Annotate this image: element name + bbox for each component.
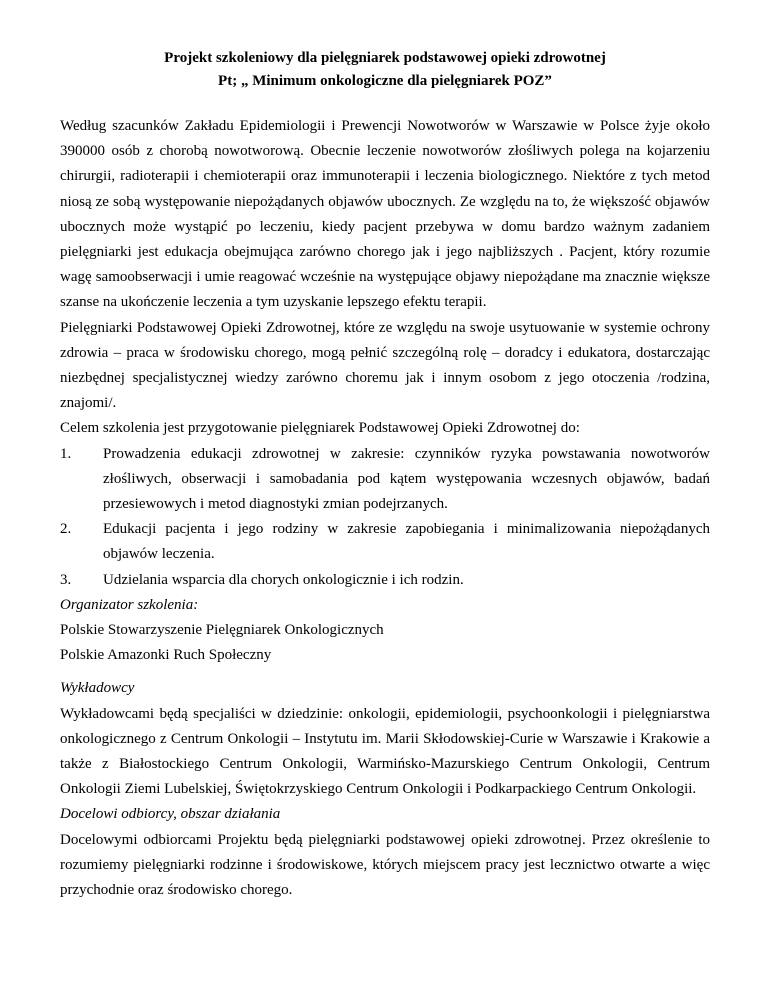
list-number: 1. bbox=[60, 445, 72, 462]
list-text: Edukacji pacjenta i jego rodziny w zakresie zapobiegania i minimalizowania niepożądanych objawów leczenia. bbox=[103, 521, 710, 563]
organizer-1: Polskie Stowarzyszenie Pielęgniarek Onkologicznych bbox=[60, 622, 384, 639]
document-title: Projekt szkoleniowy dla pielęgniarek podstawowej opieki zdrowotnej bbox=[164, 50, 606, 66]
list-text: Udzielania wsparcia dla chorych onkologicznie i ich rodzin. bbox=[103, 571, 464, 588]
list-item bbox=[60, 568, 710, 593]
lecturers-paragraph: Wykładowcami będą specjaliści w dziedzinie: onkologii, epidemiologii, psychoonkologii i pielęgniarstwa onkologicznego z Centrum Onkologii – Instytutu im. Marii Skłodowskiej-Curie w Warszawie i Krakowie a także z Białostockiego Centrum Onkologii, Warmińsko-Mazurskiego Centrum Onkologii, Centrum Onkologii Ziemi Lubelskiej, Świętokrzyskiego Centrum Onkologii i Podkarpackiego Centrum Onkologii. bbox=[60, 705, 710, 798]
audience-heading: Docelowi odbiorcy, obszar działania bbox=[60, 806, 281, 823]
intro-paragraph: Według szacunków Zakładu Epidemiologii i Prewencji Nowotworów w Warszawie w Polsce żyje około 390000 osób z chorobą nowotworową. Obecnie leczenie nowotworów złośliwych polega na kojarzeniu chirurgii, radioterapii i chemioterapii oraz immunoterapii i leczenia biologicznego. Niektóre z tych metod niosą ze sobą występowanie niepożądanych objawów ubocznych. Ze względu na to, że większość objawów ubocznych może wystąpić po leczeniu, kiedy pacjent przebywa w domu bardzo ważnym zadaniem pielęgniarki jest edukacja obejmująca zarówno chorego jak i jego najbliższych . Pacjent, który rozumie wagę samoobserwacji i umie reagować wcześnie na występujące objawy niepożądane ma znacznie większe szanse na ukończenie leczenia a tym uzyskanie lepszego efektu terapii. bbox=[60, 118, 710, 311]
spacer bbox=[60, 91, 710, 114]
organizer-heading: Organizator szkolenia: bbox=[60, 596, 199, 613]
document-page bbox=[60, 48, 710, 903]
lecturers-heading: Wykładowcy bbox=[60, 680, 135, 697]
list-number: 2. bbox=[60, 521, 72, 538]
document-subtitle: Pt; „ Minimum onkologiczne dla pielęgniarek POZ” bbox=[218, 73, 552, 89]
organizer-2: Polskie Amazonki Ruch Społeczny bbox=[60, 647, 272, 664]
list-text: Prowadzenia edukacji zdrowotnej w zakresie: czynników ryzyka powstawania nowotworów złośliwych, obserwacji i samobadania pod kątem występowania wczesnych objawów, badań przesiewowych i metod diagnostyki zmian podejrzanych. bbox=[103, 445, 710, 513]
goal-intro: Celem szkolenia jest przygotowanie pielęgniarek Podstawowej Opieki Zdrowotnej do: bbox=[60, 420, 580, 437]
spacer bbox=[60, 668, 710, 676]
list-number: 3. bbox=[60, 571, 72, 588]
list-item bbox=[60, 442, 710, 518]
poz-paragraph: Pielęgniarki Podstawowej Opieki Zdrowotnej, które ze względu na swoje usytuowanie w systemie ochrony zdrowia – praca w środowisku chorego, mogą pełnić szczególną rolę – doradcy i edukatora, dostarczając niezbędnej specjalistycznej wiedzy zarówno choremu jak i innym osobom z jego otoczenia /rodzina, znajomi/. bbox=[60, 319, 710, 412]
audience-paragraph: Docelowymi odbiorcami Projektu będą pielęgniarki podstawowej opieki zdrowotnej. Przez określenie to rozumiemy pielęgniarki rodzinne i środowiskowe, których miejscem pracy jest lecznictwo otwarte a więc przychodnie oraz środowisko chorego. bbox=[60, 831, 710, 899]
list-item bbox=[60, 517, 710, 567]
goals-list bbox=[60, 442, 710, 593]
